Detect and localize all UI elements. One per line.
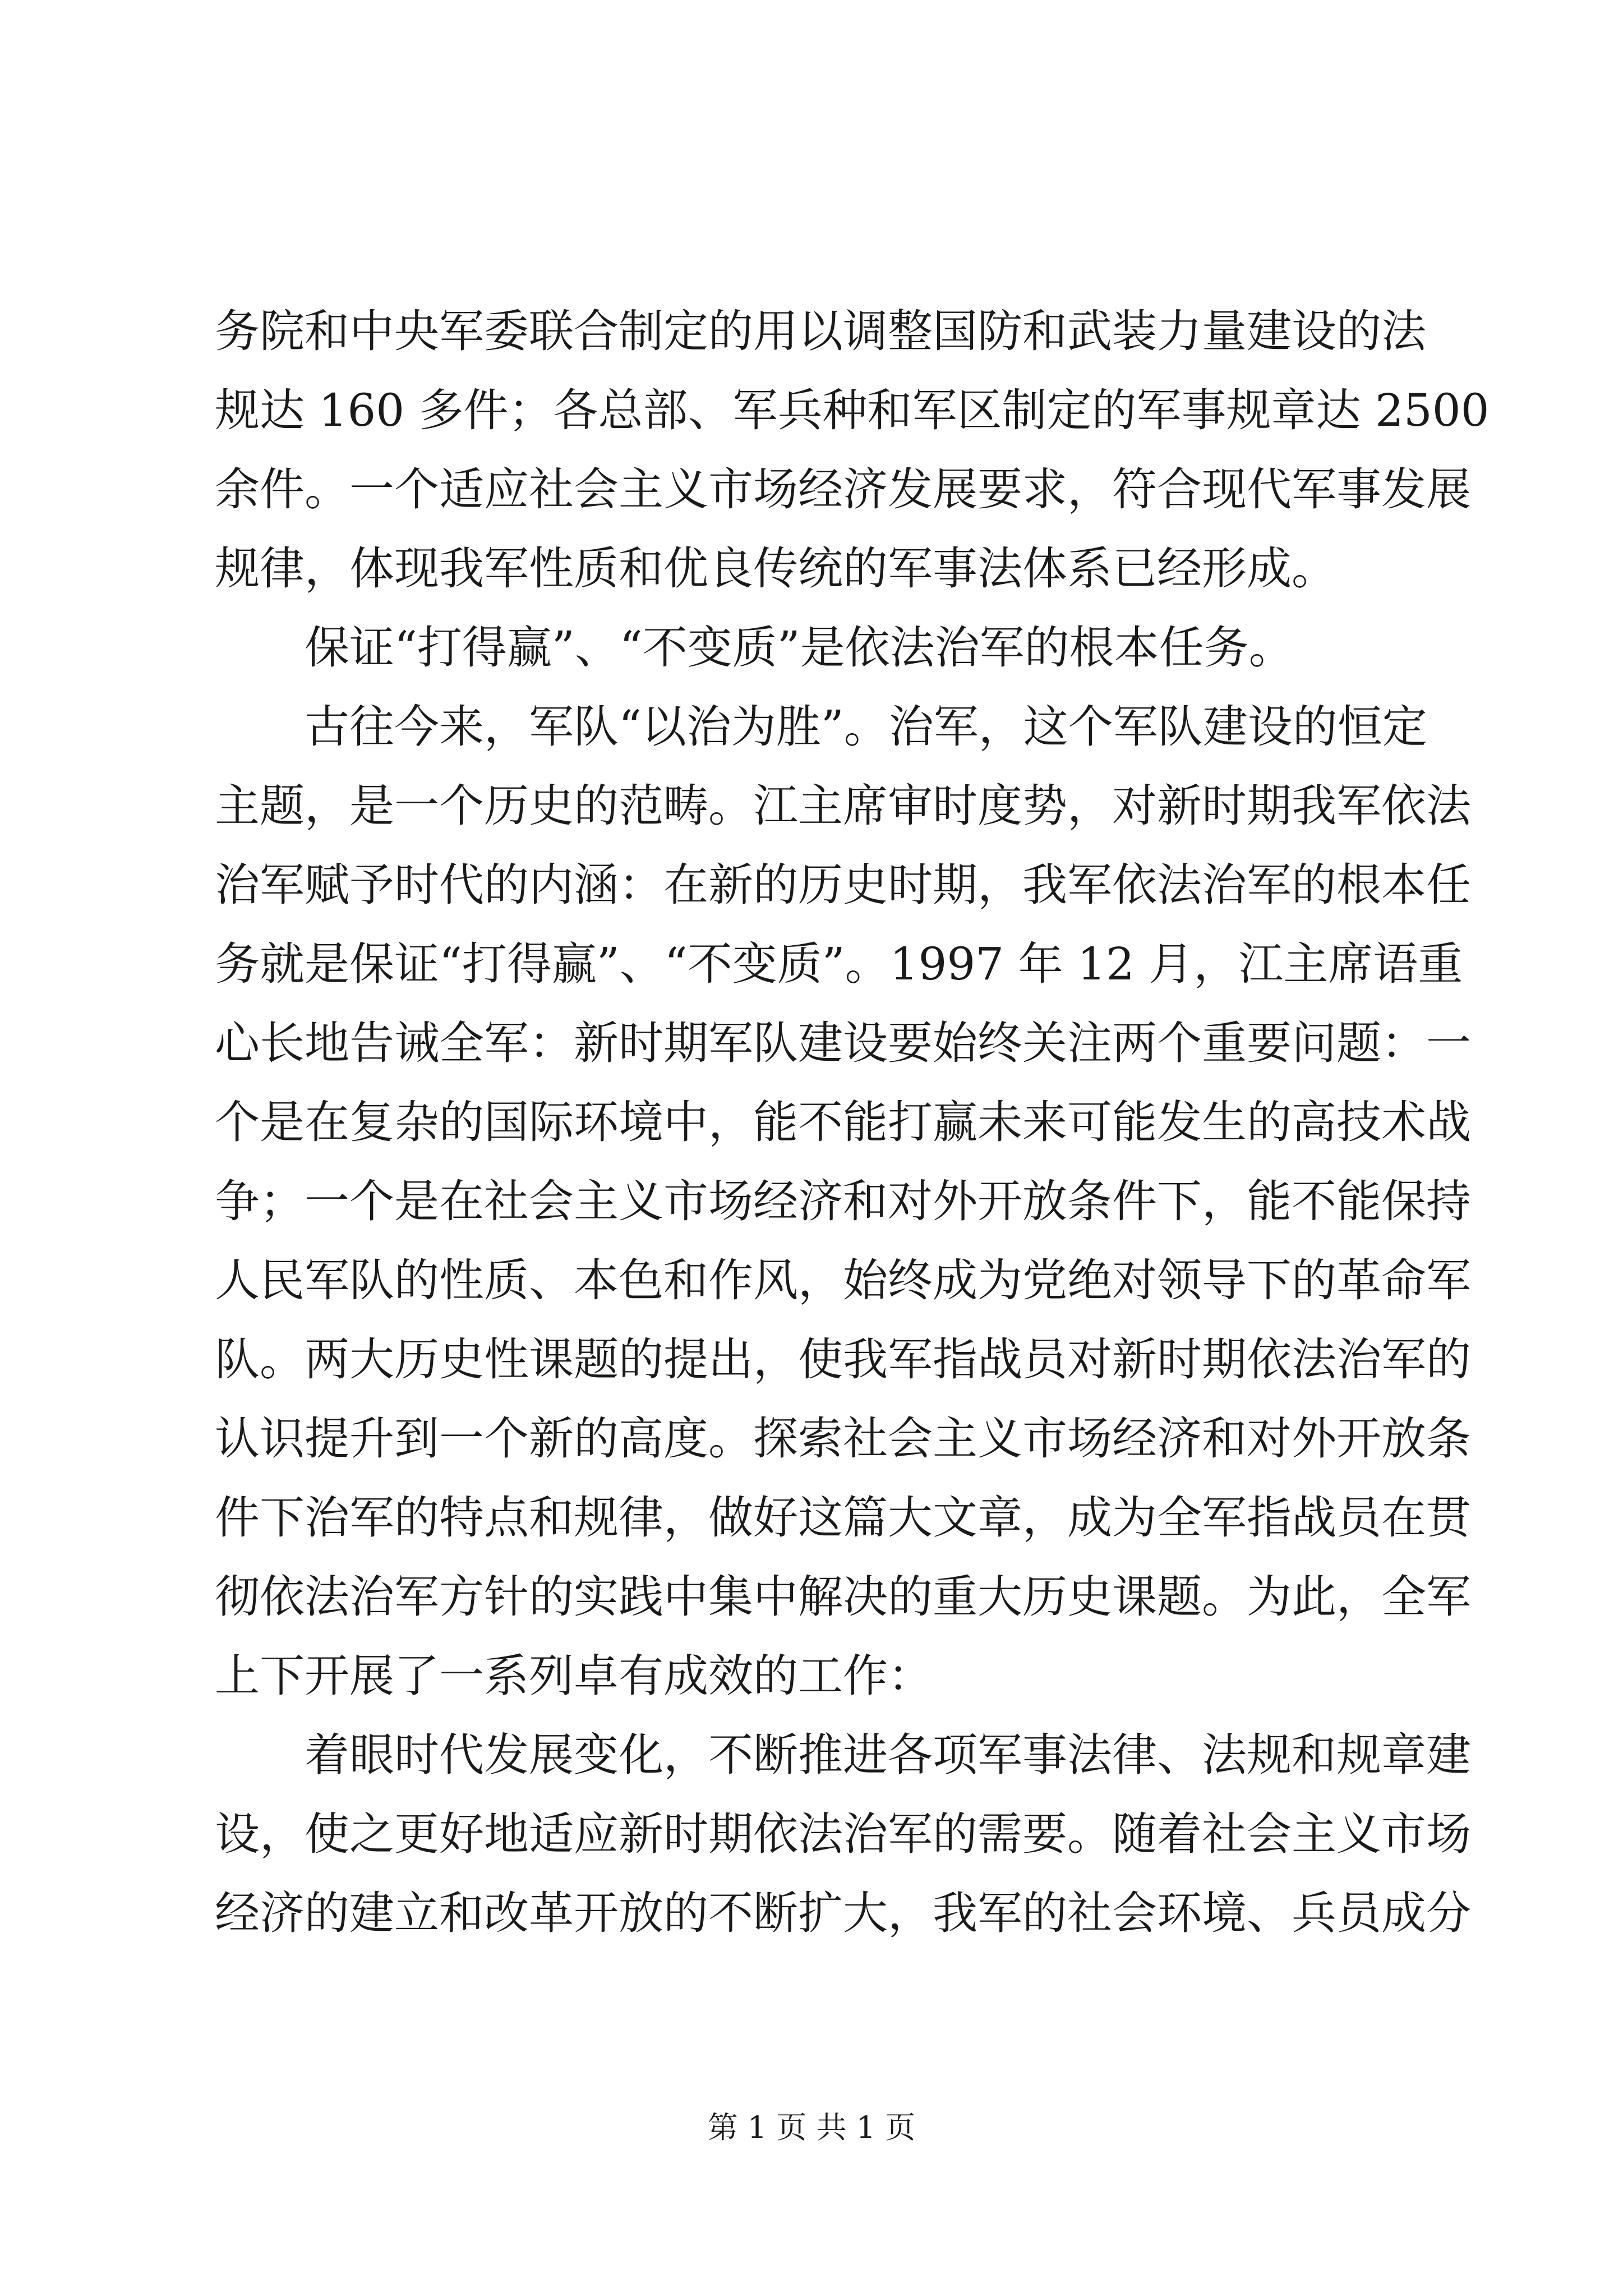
text-line: 件下治军的特点和规律，做好这篇大文章，成为全军指战员在贯 [215, 1492, 1471, 1544]
text-line: 治军赋予时代的内涵：在新的历史时期，我军依法治军的根本任 [215, 859, 1471, 911]
text-line: 余件。一个适应社会主义市场经济发展要求，符合现代军事发展 [215, 463, 1471, 516]
text-line: 心长地告诫全军：新时期军队建设要始终关注两个重要问题：一 [215, 1017, 1471, 1069]
text-line: 主题，是一个历史的范畴。江主席审时度势，对新时期我军依法 [215, 780, 1471, 832]
text-line: 规律，体现我军性质和优良传统的军事法体系已经形成。 [215, 542, 1336, 595]
text-line: 个是在复杂的国际环境中，能不能打赢未来可能发生的高技术战 [215, 1096, 1471, 1148]
text-line: 着眼时代发展变化，不断推进各项军事法律、法规和规章建 [305, 1729, 1471, 1781]
text-line: 人民军队的性质、本色和作风，始终成为党绝对领导下的革命军 [215, 1254, 1471, 1306]
page-footer: 第 1 页 共 1 页 [707, 2110, 916, 2145]
text-line: 彻依法治军方针的实践中集中解决的重大历史课题。为此，全军 [215, 1571, 1471, 1623]
text-line: 争；一个是在社会主义市场经济和对外开放条件下，能不能保持 [215, 1175, 1471, 1227]
text-line: 古往今来，军队“以治为胜”。治军，这个军队建设的恒定 [305, 701, 1427, 753]
text-line: 设，使之更好地适应新时期依法治军的需要。随着社会主义市场 [215, 1808, 1471, 1860]
text-line: 保证“打得赢”、“不变质”是依法治军的根本任务。 [305, 622, 1294, 674]
text-line: 经济的建立和改革开放的不断扩大，我军的社会环境、兵员成分 [215, 1887, 1471, 1939]
text-line: 规达 160 多件；各总部、军兵种和军区制定的军事规章达 2500 [215, 384, 1490, 436]
text-line: 上下开展了一系列卓有成效的工作： [215, 1650, 933, 1702]
text-line: 务院和中央军委联合制定的用以调整国防和武装力量建设的法 [215, 305, 1426, 357]
text-line: 务就是保证“打得赢”、“不变质”。1997 年 12 月，江主席语重 [215, 938, 1463, 990]
text-line: 队。两大历史性课题的提出，使我军指战员对新时期依法治军的 [215, 1333, 1471, 1386]
text-line: 认识提升到一个新的高度。探索社会主义市场经济和对外开放条 [215, 1412, 1471, 1465]
document-body [215, 292, 1490, 1953]
